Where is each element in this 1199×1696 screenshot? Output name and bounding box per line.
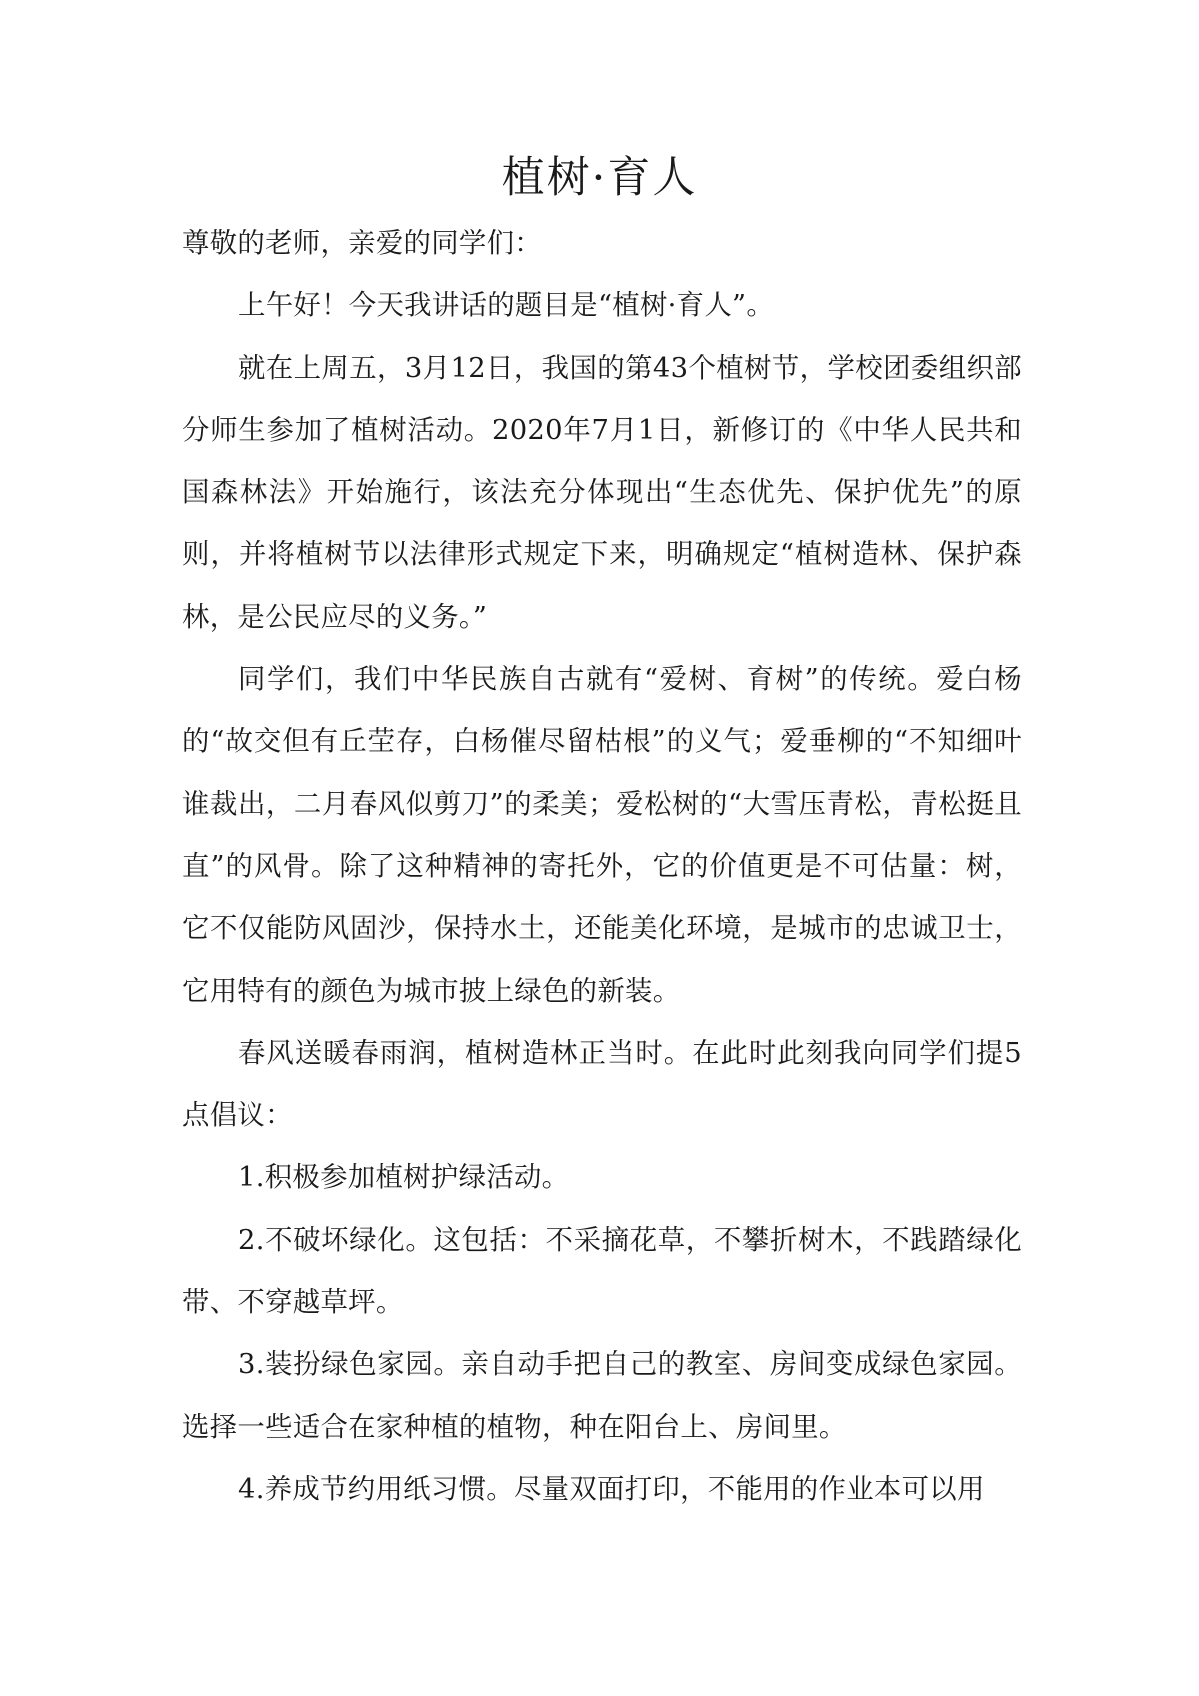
paragraph-tree-planting-event: 就在上周五，3月12日，我国的第43个植树节，学校团委组织部分师生参加了植树活动。2020年7月1日，新修订的《中华人民共和国森林法》开始施行，该法充分体现出“生态优先、保护优先”的原则，并将植树节以法律形式规定下来，明确规定“植树造林、保护森林，是公民应尽的义务。” (182, 352, 1022, 633)
paragraph-greeting: 上午好！今天我讲话的题目是“植树·育人”。 (238, 290, 775, 322)
paragraph-tradition: 同学们，我们中华民族自古就有“爱树、育树”的传统。爱白杨的“故交但有丘茔存，白杨催尽留枯根”的义气；爱垂柳的“不知细叶谁裁出，二月春风似剪刀”的柔美；爱松树的“大雪压青松，青松挺且直”的风骨。除了这种精神的寄托外，它的价值更是不可估量：树，它不仅能防风固沙，保持水土，还能美化环境，是城市的忠诚卫士，它用特有的颜色为城市披上绿色的新装。 (182, 664, 1022, 1007)
paragraph-proposal-intro: 春风送暖春雨润，植树造林正当时。在此时此刻我向同学们提5点倡议： (182, 1037, 1022, 1132)
document-body (182, 213, 1022, 1521)
proposal-item-3: 3.装扮绿色家园。亲自动手把自己的教室、房间变成绿色家园。选择一些适合在家种植的植物，种在阳台上、房间里。 (182, 1349, 1022, 1443)
proposal-item-1: 1.积极参加植树护绿活动。 (238, 1162, 570, 1194)
document-title: 植树·育人 (501, 153, 698, 203)
proposal-item-2: 2.不破坏绿化。这包括：不采摘花草，不攀折树木，不践踏绿化带、不穿越草坪。 (182, 1224, 1022, 1319)
salutation: 尊敬的老师，亲爱的同学们： (182, 228, 542, 259)
proposal-item-4: 4.养成节约用纸习惯。尽量双面打印，不能用的作业本可以用 (238, 1473, 985, 1505)
